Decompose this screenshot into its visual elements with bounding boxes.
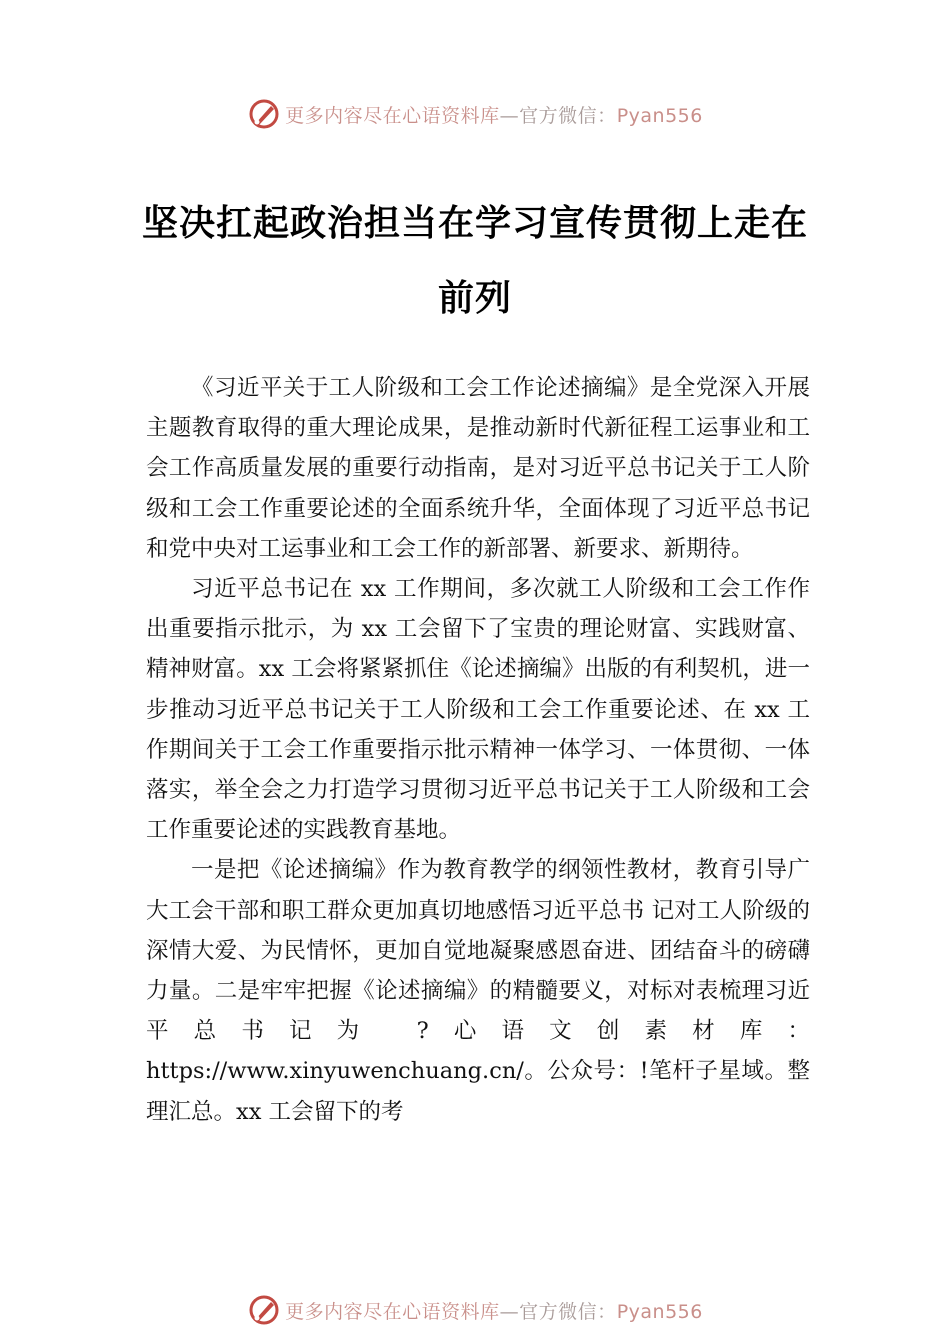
document-title-line-1: 坚决扛起政治担当在学习宣传贯彻上走在 <box>141 202 808 244</box>
banner-wechat-id: Pyan556 <box>616 1300 703 1323</box>
paragraph: 《习近平关于工人阶级和工会工作论述摘编》是全党深入开展主题教育取得的重大理论成果，是推动新时代新征程工运事业和工会工作高质量发展的重要行动指南，是对习近平总书记关于工人阶级和工会工作重要论述的全面系统升华，全面体现了习近平总书记和党中央对工运事业和工会工作的新部署、新要求、新期待。 <box>146 375 810 562</box>
paragraph: 习近平总书记在 xx 工作期间，多次就工人阶级和工会工作作出重要指示批示，为 xx 工会留下了宝贵的理论财富、实践财富、精神财富。xx 工会将紧紧抓住《论述摘编》出版的有利契机，进一步推动习近平总书记关于工人阶级和工会工作重要论述、在 xx 工作期间关于工会工作重要指示批示精神一体学习、一体贯彻、一体落实，举全会之力打造学习贯彻习近平总书记关于工人阶级和工会工作重要论述的实践教育基地。 <box>146 576 810 844</box>
footer-banner <box>0 1290 950 1330</box>
banner-wechat-label: —官方微信： <box>499 1300 617 1323</box>
document-body <box>146 368 810 1132</box>
banner-library-text: 更多内容尽在心语资料库 <box>285 104 500 127</box>
banner-text <box>285 101 703 128</box>
banner-wechat-label: —官方微信： <box>499 104 617 127</box>
document-title-line-2: 前列 <box>437 277 512 319</box>
banner-wechat-id: Pyan556 <box>616 104 703 127</box>
brush-pen-logo-icon <box>247 97 281 131</box>
banner-text <box>285 1297 703 1324</box>
paragraph: 一是把《论述摘编》作为教育教学的纲领性教材，教育引导广大工会干部和职工群众更加真切地感悟习近平总书 记对工人阶级的深情大爱、为民情怀，更加自觉地凝聚感恩奋进、团结奋斗的磅礴力量。二是牢牢把握《论述摘编》的精髓要义，对标对表梳理习近平总书记为 ?心语文创素材库：https://www.xinyuwenchuang.cn/。公众号：!笔杆子星域。整理汇总。xx 工会留下的考 <box>146 857 810 1125</box>
banner-library-text: 更多内容尽在心语资料库 <box>285 1300 500 1323</box>
header-banner <box>0 94 950 134</box>
brush-pen-logo-icon <box>247 1293 281 1327</box>
